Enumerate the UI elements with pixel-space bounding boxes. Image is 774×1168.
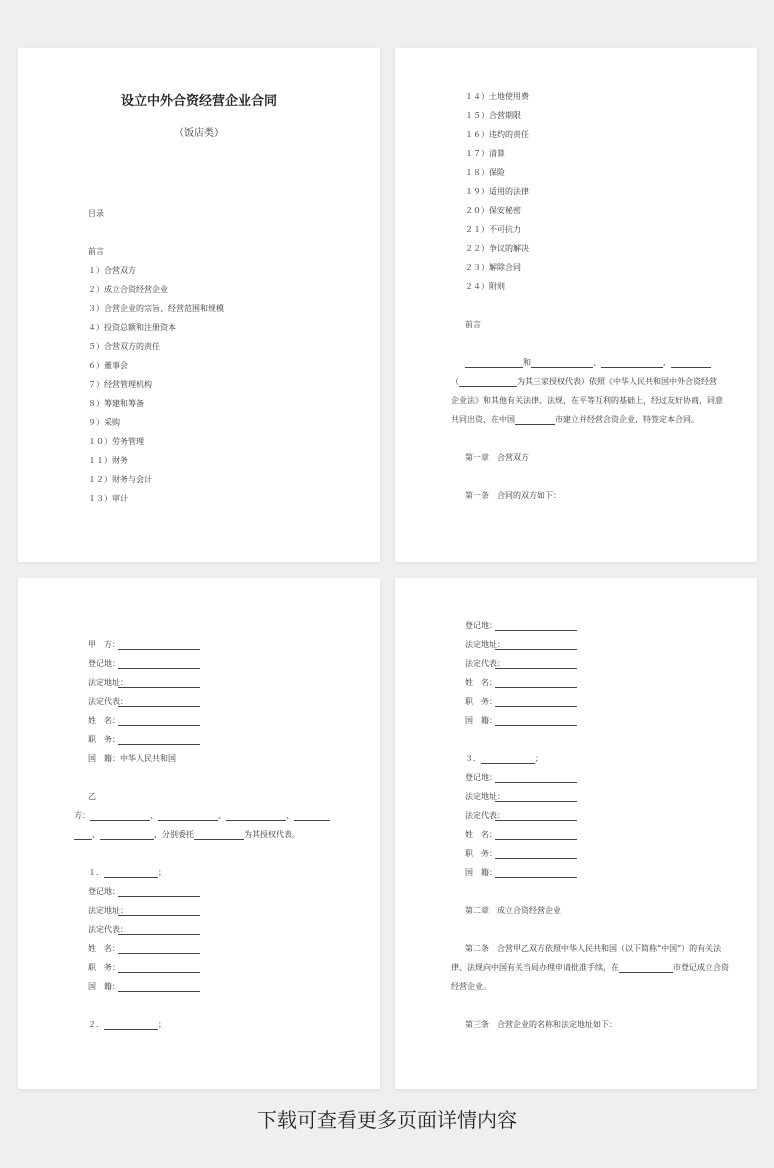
blank-field[interactable] bbox=[118, 972, 200, 973]
blank-field[interactable] bbox=[495, 820, 577, 821]
toc-item-label: １７）清算 bbox=[465, 149, 505, 158]
article-1: 第一条 合同的双方如下： bbox=[465, 491, 561, 500]
blank-field[interactable] bbox=[118, 934, 200, 935]
toc-item-label: ９）采购 bbox=[88, 418, 120, 427]
party-b-item-3: ３． ； bbox=[465, 754, 543, 763]
parties-line-4: 共同出资，在中国 市建立并经营合资企业，特签定本合同。 bbox=[451, 415, 699, 424]
document-page-1 bbox=[18, 48, 380, 562]
form-field-label: 职 务： bbox=[88, 735, 120, 744]
form-field-label: 姓 名： bbox=[88, 716, 120, 725]
form-field bbox=[465, 621, 497, 631]
document-title: 设立中外合资经营企业合同 bbox=[120, 94, 277, 109]
form-field-label: 法定地址： bbox=[88, 906, 128, 915]
toc-item bbox=[88, 342, 160, 352]
form-field-label: 国 籍： bbox=[465, 868, 497, 877]
form-field bbox=[465, 773, 497, 783]
toc-item-label: １９）适用的法律 bbox=[465, 187, 529, 196]
blank-field[interactable] bbox=[495, 725, 577, 726]
party-a-nationality: 国 籍：中华人民共和国 bbox=[88, 754, 176, 763]
toc-item bbox=[465, 111, 521, 121]
blank-field[interactable] bbox=[118, 668, 200, 669]
blank-field[interactable] bbox=[118, 706, 200, 707]
blank-field[interactable] bbox=[515, 416, 555, 425]
blank-field[interactable] bbox=[481, 755, 535, 764]
blank-field[interactable] bbox=[601, 359, 663, 368]
blank-field[interactable] bbox=[495, 801, 577, 802]
blank-field[interactable] bbox=[118, 991, 200, 992]
toc-item bbox=[88, 418, 120, 428]
form-field-label: 职 务： bbox=[465, 849, 497, 858]
blank-field[interactable] bbox=[495, 782, 577, 783]
blank-field[interactable] bbox=[294, 812, 330, 821]
toc-item bbox=[465, 263, 521, 273]
blank-field[interactable] bbox=[158, 812, 218, 821]
preface-heading: 前言 bbox=[465, 320, 481, 329]
toc-item bbox=[88, 399, 144, 409]
parties-line-3: 企业法》和其他有关法律、法规，在平等互利的基础上，经过友好协商，同意 bbox=[451, 396, 723, 405]
blank-field[interactable] bbox=[118, 915, 200, 916]
form-field bbox=[88, 659, 120, 669]
toc-item-label: ２２）争议的解决 bbox=[465, 244, 529, 253]
blank-field[interactable] bbox=[118, 649, 200, 650]
article-2-line-2: 律、法规向中国有关当局办理申请批准手续，在 市登记成立合资 bbox=[451, 963, 729, 972]
blank-field[interactable] bbox=[118, 744, 200, 745]
toc-item bbox=[465, 244, 529, 254]
toc-item bbox=[88, 380, 152, 390]
article-3: 第三条 合营企业的名称和法定地址如下： bbox=[465, 1020, 617, 1029]
blank-field[interactable] bbox=[104, 1021, 158, 1030]
toc-item-label: ５）合营双方的责任 bbox=[88, 342, 160, 351]
toc-item bbox=[88, 494, 128, 504]
document-page-2 bbox=[395, 48, 757, 562]
form-field-label: 职 务： bbox=[465, 697, 497, 706]
footer-caption: 下载可查看更多页面详情内容 bbox=[257, 1108, 517, 1132]
toc-item bbox=[465, 225, 521, 235]
toc-item bbox=[465, 92, 529, 102]
toc-item bbox=[465, 168, 505, 178]
toc-item bbox=[88, 285, 168, 295]
blank-field[interactable] bbox=[495, 877, 577, 878]
form-field bbox=[88, 982, 120, 992]
form-field-label: 登记地： bbox=[465, 621, 497, 630]
document-subtitle: （饭店类） bbox=[174, 128, 224, 139]
blank-field[interactable] bbox=[495, 668, 577, 669]
blank-field[interactable] bbox=[118, 725, 200, 726]
blank-field[interactable] bbox=[74, 831, 92, 840]
toc-preface: 前言 bbox=[88, 247, 104, 256]
toc-item bbox=[88, 361, 128, 371]
blank-field[interactable] bbox=[118, 953, 200, 954]
toc-item bbox=[465, 206, 521, 216]
toc-item-label: ３）合营企业的宗旨、经营范围和规模 bbox=[88, 304, 224, 313]
form-field-label: 登记地： bbox=[88, 887, 120, 896]
toc-item bbox=[465, 149, 505, 159]
form-field-label: 甲 方： bbox=[88, 640, 120, 649]
party-b-line-1: 方： 、 、 、 bbox=[74, 811, 330, 821]
blank-field[interactable] bbox=[531, 359, 593, 368]
form-field bbox=[465, 830, 497, 840]
blank-field[interactable] bbox=[495, 839, 577, 840]
toc-item-label: ２）成立合资经营企业 bbox=[88, 285, 168, 294]
toc-item bbox=[88, 475, 152, 485]
toc-item-label: ２４）附则 bbox=[465, 282, 505, 291]
form-field bbox=[465, 868, 497, 878]
blank-field[interactable] bbox=[90, 812, 150, 821]
chapter-1-heading: 第一章 合营双方 bbox=[465, 453, 529, 462]
document-page-3 bbox=[18, 578, 380, 1089]
blank-field[interactable] bbox=[495, 687, 577, 688]
toc-heading: 目录 bbox=[88, 209, 104, 218]
toc-item-label: １）合营双方 bbox=[88, 266, 136, 275]
blank-field[interactable] bbox=[194, 831, 244, 840]
form-field bbox=[88, 887, 120, 897]
toc-item bbox=[88, 437, 144, 447]
toc-item-label: ６）董事会 bbox=[88, 361, 128, 370]
toc-item bbox=[88, 304, 224, 314]
blank-field[interactable] bbox=[118, 896, 200, 897]
form-field-label: 法定代表： bbox=[465, 811, 505, 820]
toc-item bbox=[465, 130, 529, 140]
form-field-label: 登记地： bbox=[88, 659, 120, 668]
blank-field[interactable] bbox=[100, 831, 154, 840]
toc-item-label: １３）审计 bbox=[88, 494, 128, 503]
form-field bbox=[88, 716, 120, 726]
toc-item-label: ４）投资总额和注册资本 bbox=[88, 323, 176, 332]
form-field-label: 姓 名： bbox=[465, 678, 497, 687]
toc-item-label: １６）违约的责任 bbox=[465, 130, 529, 139]
blank-field[interactable] bbox=[465, 359, 523, 368]
blank-field[interactable] bbox=[226, 812, 286, 821]
form-field bbox=[88, 640, 120, 650]
blank-field[interactable] bbox=[619, 964, 673, 973]
toc-item-label: ７）经营管理机构 bbox=[88, 380, 152, 389]
document-page-4 bbox=[395, 578, 757, 1089]
chapter-2-heading: 第二章 成立合资经营企业 bbox=[465, 906, 561, 915]
toc-item-label: １５）合营期限 bbox=[465, 111, 521, 120]
form-field bbox=[88, 944, 120, 954]
form-field-label: 法定代表： bbox=[88, 925, 128, 934]
toc-item bbox=[88, 323, 176, 333]
blank-field[interactable] bbox=[495, 630, 577, 631]
toc-item bbox=[465, 282, 505, 292]
form-field bbox=[88, 735, 120, 745]
parties-line-1: 和 、 、 bbox=[465, 358, 711, 368]
form-field-label: 法定代表： bbox=[88, 697, 128, 706]
form-field-label: 姓 名： bbox=[465, 830, 497, 839]
article-2-line-3: 经营企业。 bbox=[451, 982, 491, 991]
form-field bbox=[88, 963, 120, 973]
party-b-item-1: １． ； bbox=[88, 868, 166, 877]
blank-field[interactable] bbox=[118, 687, 200, 688]
article-2-line-1: 第二条 合营甲乙双方依照中华人民共和国（以下简称“中国”）的有关法 bbox=[465, 944, 722, 953]
blank-field[interactable] bbox=[495, 858, 577, 859]
form-field bbox=[465, 678, 497, 688]
form-field-label: 法定代表： bbox=[465, 659, 505, 668]
form-field-label: 登记地： bbox=[465, 773, 497, 782]
toc-item-label: ２３）解除合同 bbox=[465, 263, 521, 272]
form-field-label: 法定地址： bbox=[465, 792, 505, 801]
toc-item bbox=[88, 266, 136, 276]
toc-item bbox=[465, 187, 529, 197]
blank-field[interactable] bbox=[459, 378, 517, 387]
form-field-label: 姓 名： bbox=[88, 944, 120, 953]
blank-field[interactable] bbox=[495, 706, 577, 707]
form-field bbox=[465, 849, 497, 859]
blank-field[interactable] bbox=[671, 359, 711, 368]
toc-item-label: １８）保险 bbox=[465, 168, 505, 177]
form-field-label: 国 籍： bbox=[88, 982, 120, 991]
party-b-item-2: ２． ； bbox=[88, 1020, 166, 1029]
toc-item-label: １０）劳务管理 bbox=[88, 437, 144, 446]
form-field-label: 国 籍： bbox=[465, 716, 497, 725]
toc-item-label: １４）土地使用费 bbox=[465, 92, 529, 101]
form-field-label: 法定地址： bbox=[465, 640, 505, 649]
form-field-label: 法定地址： bbox=[88, 678, 128, 687]
toc-item-label: １１）财务 bbox=[88, 456, 128, 465]
blank-field[interactable] bbox=[104, 869, 158, 878]
toc-item-label: １２）财务与会计 bbox=[88, 475, 152, 484]
party-b-line-2: 、 ，分别委托 为其授权代表。 bbox=[74, 830, 300, 840]
form-field-label: 职 务： bbox=[88, 963, 120, 972]
toc-item bbox=[88, 456, 128, 466]
blank-field[interactable] bbox=[495, 649, 577, 650]
party-b-label: 乙 bbox=[88, 792, 96, 801]
toc-item-label: ２０）保安秘密 bbox=[465, 206, 521, 215]
form-field bbox=[465, 697, 497, 707]
parties-line-2: （ 为其三家授权代表）依照《中华人民共和国中外合资经营 bbox=[451, 377, 717, 386]
form-field bbox=[465, 716, 497, 726]
toc-item-label: ８）筹建和筹备 bbox=[88, 399, 144, 408]
toc-item-label: ２１）不可抗力 bbox=[465, 225, 521, 234]
